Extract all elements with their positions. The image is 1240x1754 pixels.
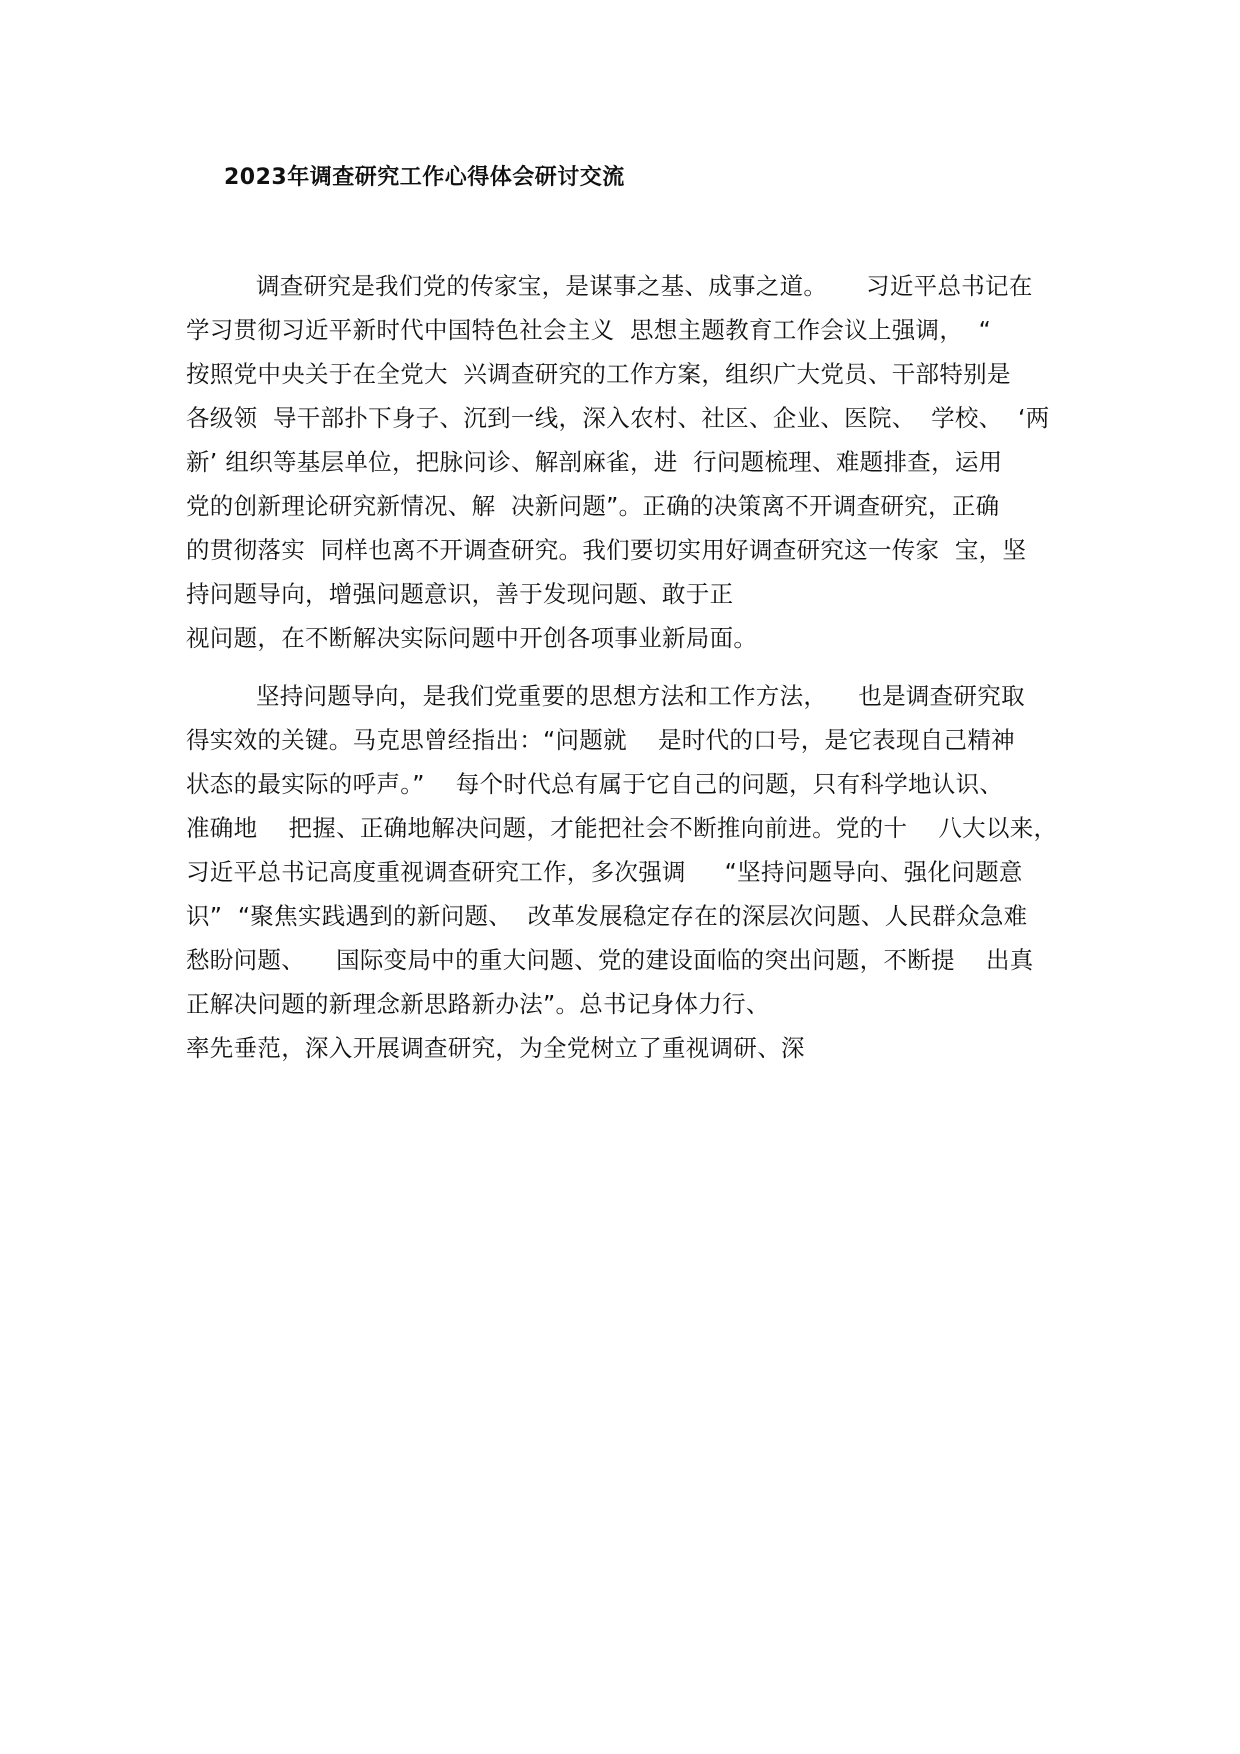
text-line: 愁盼问题、 国际变局中的重大问题、党的建设面临的突出问题，不断提 出真 (186, 946, 1034, 974)
text-line: 党的创新理论研究新情况、解 决新问题”。正确的决策离不开调查研究，正确 (186, 492, 1000, 520)
document-title: 2023年调查研究工作心得体会研讨交流 (224, 165, 625, 190)
text-line: 学习贯彻习近平新时代中国特色社会主义 思想主题教育工作会议上强调， “ (186, 316, 992, 344)
text-line: 正解决问题的新理念新思路新办法”。总书记身体力行、 (186, 990, 770, 1018)
text-line: 率先垂范，深入开展调查研究，为全党树立了重视调研、深 (186, 1034, 805, 1062)
text-line: 视问题，在不断解决实际问题中开创各项事业新局面。 (186, 624, 758, 652)
text-line: 识” “聚焦实践遇到的新问题、 改革发展稳定存在的深层次问题、人民群众急难 (186, 902, 1028, 930)
paragraph-1 (186, 264, 1086, 660)
text-line: 习近平总书记高度重视调查研究工作，多次强调 “坚持问题导向、强化问题意 (186, 858, 1023, 886)
text-line: 的贯彻落实 同样也离不开调查研究。我们要切实用好调查研究这一传家 宝，坚 (186, 536, 1027, 564)
paragraph-2 (186, 674, 1086, 1070)
text-line: 各级领 导干部扑下身子、沉到一线，深入农村、社区、企业、医院、 学校、 ‘两 (186, 404, 1050, 432)
text-line: 状态的最实际的呼声。” 每个时代总有属于它自己的问题，只有科学地认识、 (186, 770, 1004, 798)
text-line: 准确地 把握、正确地解决问题，才能把社会不断推向前进。党的十 八大以来， (186, 814, 1058, 842)
text-line: 按照党中央关于在全党大 兴调查研究的工作方案，组织广大党员、干部特别是 (186, 360, 1011, 388)
text-line: 持问题导向，增强问题意识，善于发现问题、敢于正 (186, 580, 734, 608)
text-line: 新’ 组织等基层单位，把脉问诊、解剖麻雀，进 行问题梳理、难题排查，运用 (186, 448, 1003, 476)
paragraph-spacer (186, 660, 1086, 674)
text-line: 得实效的关键。马克思曾经指出：“问题就 是时代的口号，是它表现自己精神 (186, 726, 1015, 754)
text-line: 调查研究是我们党的传家宝，是谋事之基、成事之道。 习近平总书记在 (256, 272, 1033, 300)
document-body (186, 264, 1086, 1070)
text-line: 坚持问题导向，是我们党重要的思想方法和工作方法， 也是调查研究取 (256, 682, 1025, 710)
